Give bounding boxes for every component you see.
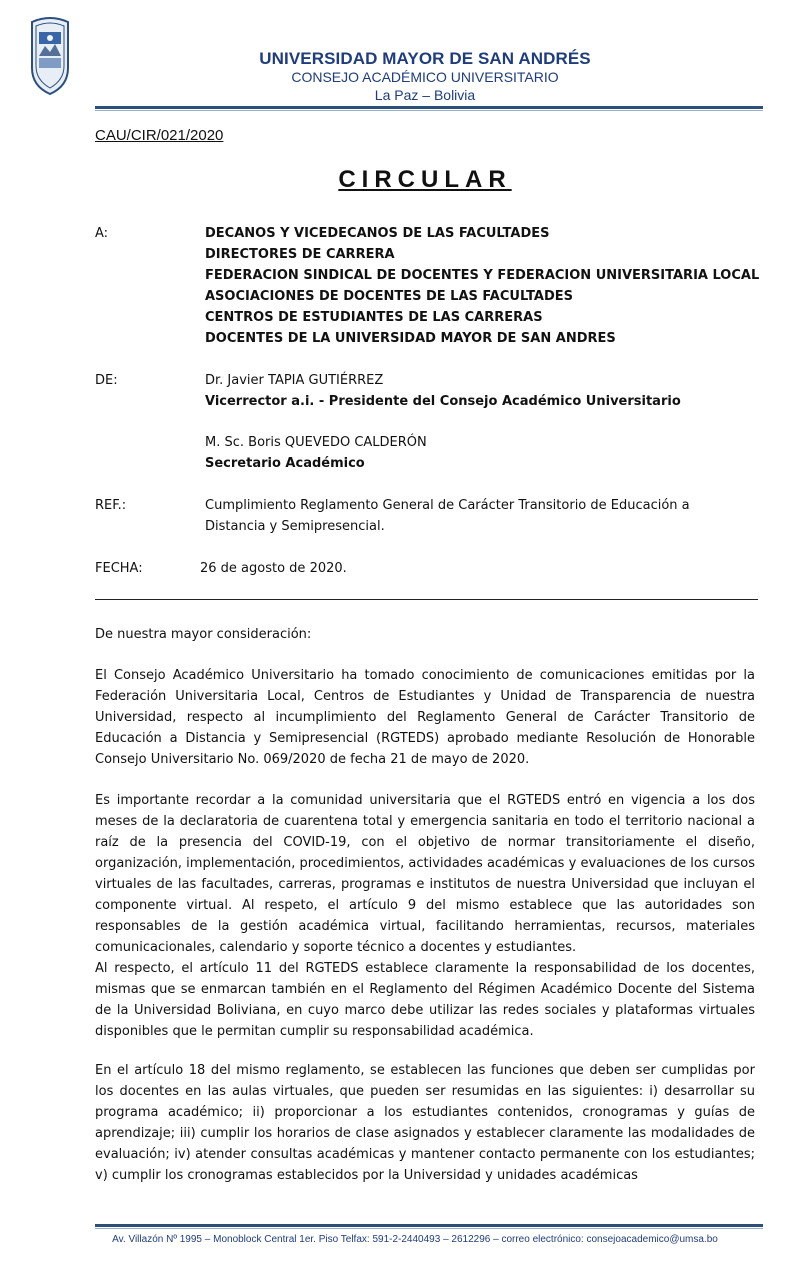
body-paragraph: [95, 665, 755, 770]
document-code: CAU/CIR/021/2020: [95, 127, 224, 144]
sender-role: Vicerrector a.i. - Presidente del Consejo Académico Universitario: [205, 394, 681, 409]
date-value: 26 de agosto de 2020.: [200, 561, 347, 576]
sender-name: M. Sc. Boris QUEVEDO CALDERÓN: [205, 435, 427, 450]
recipient-line: DIRECTORES DE CARRERA: [205, 247, 395, 262]
header-rule-thin: [95, 110, 763, 111]
paragraph-text: El Consejo Académico Universitario ha tomado conocimiento de comunicaciones emitidas por la Federación Universitaria Local, Centros de Estudiantes y Unidad de Transparencia de nuestra Universidad, respecto al incumplimiento del Reglamento General de Carácter Transitorio de Educación a Distancia y Semipresencial (RGTEDS) aprobado mediante Resolución de Honorable Consejo Universitario No. 069/2020 de fecha 21 de mayo de 2020.: [95, 668, 755, 767]
recipient-line: DOCENTES DE LA UNIVERSIDAD MAYOR DE SAN ANDRES: [205, 331, 616, 346]
section-divider: [95, 599, 758, 600]
from-label: DE:: [95, 373, 118, 388]
sender-name: Dr. Javier TAPIA GUTIÉRREZ: [205, 373, 384, 388]
paragraph-text: En el artículo 18 del mismo reglamento, se establecen las funciones que deben ser cumplidas por los docentes en las aulas virtuales, que pueden ser resumidas en las siguientes: i) desarrollar su programa académico; ii) proporcionar a los estudiantes contenidos, cronogramas y guías de aprendizaje; iii) cumplir los horarios de clase asignados y establecer claramente las modalidades de evaluación; iv) atender consultas académicas y mantener contacto permanente con los estudiantes; v) cumplir los cronogramas establecidos por la Universidad y unidades académicas: [95, 1063, 755, 1183]
body-paragraph: [95, 1060, 755, 1186]
footer-rule-thin: [95, 1228, 763, 1229]
to-label: A:: [95, 226, 109, 241]
ref-text: Cumplimiento Reglamento General de Carácter Transitorio de Educación a: [205, 498, 690, 513]
paragraph-text: Al respecto, el artículo 11 del RGTEDS establece claramente la responsabilidad de los docentes, mismas que se enmarcan también en el Reglamento del Régimen Académico Docente del Sistema de la Universidad Boliviana, en cuyo marco debe utilizar las redes sociales y plataformas virtuales disponibles que le permitan cumplir su responsabilidad académica.: [95, 961, 755, 1039]
recipient-line: DECANOS Y VICEDECANOS DE LAS FACULTADES: [205, 226, 550, 241]
header-rule: [95, 106, 763, 109]
paragraph-text: Es importante recordar a la comunidad universitaria que el RGTEDS entró en vigencia a los dos meses de la declaratoria de cuarentena total y emergencia sanitaria en todo el territorio nacional a raíz de la presencia del COVID-19, con el objetivo de normar transitoriamente el diseño, organización, implementación, procedimientos, actividades académicas y evaluaciones de los cursos virtuales de las facultades, carreras, programas e institutos de nuestra Universidad que incluyan el componente virtual. Al respeto, el artículo 9 del mismo establece que las autoridades son responsables de la gestión académica virtual, facilitando herramientas, recursos, materiales comunicacionales, calendario y soporte técnico a docentes y estudiantes.: [95, 793, 755, 955]
document-title: CIRCULAR: [338, 166, 512, 193]
date-label: FECHA:: [95, 561, 143, 576]
footer-rule: [95, 1224, 763, 1227]
ref-label: REF.:: [95, 498, 127, 513]
recipient-line: CENTROS DE ESTUDIANTES DE LAS CARRERAS: [205, 310, 543, 325]
greeting-text: De nuestra mayor consideración:: [95, 627, 312, 642]
university-seal-logo: [28, 16, 72, 96]
city-name: La Paz – Bolivia: [374, 87, 476, 103]
council-name: CONSEJO ACADÉMICO UNIVERSITARIO: [291, 69, 559, 85]
university-name: UNIVERSIDAD MAYOR DE SAN ANDRÉS: [259, 49, 591, 68]
footer-address: Av. Villazón Nº 1995 – Monoblock Central 1er. Piso Telfax: 591-2-2440493 – 2612296 – correo electrónico: consejoacademico@umsa.bo: [112, 1234, 718, 1245]
ref-text: Distancia y Semipresencial.: [205, 519, 385, 534]
sender-role: Secretario Académico: [205, 456, 365, 471]
recipient-line: ASOCIACIONES DE DOCENTES DE LAS FACULTADES: [205, 289, 574, 304]
body-paragraph: [95, 790, 755, 1042]
recipient-line: FEDERACION SINDICAL DE DOCENTES Y FEDERACION UNIVERSITARIA LOCAL: [205, 268, 760, 283]
greeting: [95, 624, 755, 645]
